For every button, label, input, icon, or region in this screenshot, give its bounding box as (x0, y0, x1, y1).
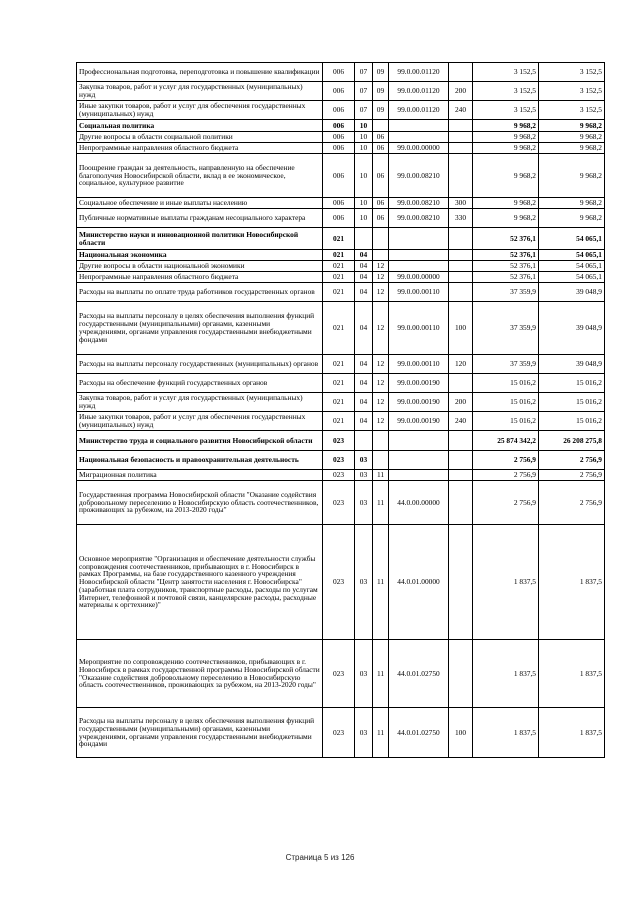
row-expense-type (449, 154, 473, 198)
row-subsection: 12 (373, 412, 389, 431)
row-amount-year-2: 1 837,5 (539, 525, 605, 640)
row-subsection: 11 (373, 481, 389, 525)
row-admin-code: 006 (323, 209, 355, 228)
row-subsection: 12 (373, 393, 389, 412)
table-row (77, 132, 605, 143)
row-target-article: 99.0.00.00110 (389, 355, 449, 374)
row-target-article (389, 470, 449, 481)
row-section: 10 (355, 143, 373, 154)
row-target-article (389, 228, 449, 250)
row-amount-year-1: 52 376,1 (473, 228, 539, 250)
row-section: 04 (355, 250, 373, 261)
row-name: Расходы на выплаты персоналу в целях обеспечения выполнения функций государственными (муниципальными) органами, казенными учреждениями, органами управления государственными внебюджетными фондами (77, 708, 323, 758)
row-name: Непрограммные направления областного бюджета (77, 272, 323, 283)
row-amount-year-2: 2 756,9 (539, 451, 605, 470)
row-amount-year-1: 1 837,5 (473, 708, 539, 758)
row-name: Расходы на выплаты персоналу в целях обеспечения выполнения функций государственными (муниципальными) органами, казенными учреждениями, органами управления государственными внебюджетными фондами (77, 302, 323, 355)
table-row (77, 302, 605, 355)
row-amount-year-2: 9 968,2 (539, 143, 605, 154)
row-target-article: 99.0.00.01120 (389, 101, 449, 120)
row-target-article (389, 431, 449, 451)
table-row (77, 101, 605, 120)
table-row (77, 63, 605, 82)
row-amount-year-2: 26 208 275,8 (539, 431, 605, 451)
row-expense-type (449, 481, 473, 525)
table-row (77, 250, 605, 261)
row-amount-year-1: 9 968,2 (473, 154, 539, 198)
row-section: 03 (355, 525, 373, 640)
row-amount-year-1: 9 968,2 (473, 198, 539, 209)
row-target-article: 99.0.00.01120 (389, 63, 449, 82)
row-admin-code: 021 (323, 272, 355, 283)
row-admin-code: 021 (323, 228, 355, 250)
row-amount-year-1: 52 376,1 (473, 250, 539, 261)
row-amount-year-1: 9 968,2 (473, 209, 539, 228)
row-name: Государственная программа Новосибирской области "Оказание содействия добровольному переселению в Новосибирскую область соотечественников, проживающих за рубежом, на 2013-2020 годы" (77, 481, 323, 525)
row-name: Расходы на выплаты персоналу государственных (муниципальных) органов (77, 355, 323, 374)
row-expense-type (449, 143, 473, 154)
row-admin-code: 021 (323, 283, 355, 302)
row-section: 04 (355, 272, 373, 283)
row-admin-code: 006 (323, 154, 355, 198)
row-section: 03 (355, 640, 373, 708)
row-name: Миграционная политика (77, 470, 323, 481)
table-row (77, 412, 605, 431)
row-subsection: 11 (373, 640, 389, 708)
row-subsection: 12 (373, 355, 389, 374)
row-subsection: 06 (373, 154, 389, 198)
row-subsection: 06 (373, 198, 389, 209)
table-row (77, 431, 605, 451)
row-amount-year-2: 9 968,2 (539, 209, 605, 228)
row-subsection: 06 (373, 132, 389, 143)
row-admin-code: 006 (323, 101, 355, 120)
row-section (355, 431, 373, 451)
row-expense-type (449, 525, 473, 640)
table-row (77, 272, 605, 283)
table-row (77, 283, 605, 302)
row-subsection: 09 (373, 63, 389, 82)
row-amount-year-2: 39 048,9 (539, 302, 605, 355)
table-row (77, 228, 605, 250)
row-admin-code: 006 (323, 198, 355, 209)
row-admin-code: 021 (323, 412, 355, 431)
row-target-article: 99.0.00.08210 (389, 209, 449, 228)
row-name: Публичные нормативные выплаты гражданам несоциального характера (77, 209, 323, 228)
row-section: 10 (355, 198, 373, 209)
table-body (77, 63, 605, 758)
row-amount-year-1: 15 016,2 (473, 393, 539, 412)
row-expense-type (449, 228, 473, 250)
row-subsection: 12 (373, 302, 389, 355)
row-section: 07 (355, 82, 373, 101)
table-row (77, 374, 605, 393)
row-expense-type (449, 63, 473, 82)
row-expense-type: 120 (449, 355, 473, 374)
row-target-article (389, 451, 449, 470)
row-target-article: 99.0.00.08210 (389, 198, 449, 209)
row-admin-code: 023 (323, 708, 355, 758)
row-amount-year-1: 37 359,9 (473, 283, 539, 302)
row-section: 04 (355, 261, 373, 272)
row-admin-code: 023 (323, 481, 355, 525)
row-amount-year-2: 54 065,1 (539, 272, 605, 283)
row-subsection: 12 (373, 374, 389, 393)
row-target-article: 99.0.00.08210 (389, 154, 449, 198)
row-name: Социальная политика (77, 120, 323, 132)
row-expense-type (449, 250, 473, 261)
row-target-article: 99.0.00.00190 (389, 393, 449, 412)
row-expense-type (449, 272, 473, 283)
row-amount-year-1: 15 016,2 (473, 374, 539, 393)
row-expense-type (449, 431, 473, 451)
row-target-article: 99.0.00.00190 (389, 374, 449, 393)
row-admin-code: 006 (323, 63, 355, 82)
row-name: Социальное обеспечение и иные выплаты населению (77, 198, 323, 209)
row-name: Непрограммные направления областного бюджета (77, 143, 323, 154)
row-admin-code: 006 (323, 82, 355, 101)
table-row (77, 261, 605, 272)
row-amount-year-2: 39 048,9 (539, 355, 605, 374)
row-target-article: 44.0.01.00000 (389, 525, 449, 640)
row-target-article (389, 261, 449, 272)
row-section (355, 228, 373, 250)
row-expense-type: 300 (449, 198, 473, 209)
table-row (77, 481, 605, 525)
row-expense-type: 100 (449, 708, 473, 758)
row-name: Другие вопросы в области социальной политики (77, 132, 323, 143)
row-admin-code: 006 (323, 132, 355, 143)
row-subsection: 06 (373, 143, 389, 154)
row-admin-code: 023 (323, 640, 355, 708)
row-admin-code: 021 (323, 250, 355, 261)
row-target-article: 44.0.00.00000 (389, 481, 449, 525)
row-expense-type (449, 120, 473, 132)
row-subsection (373, 120, 389, 132)
row-subsection: 11 (373, 525, 389, 640)
table-row (77, 82, 605, 101)
row-amount-year-2: 9 968,2 (539, 198, 605, 209)
row-section: 07 (355, 101, 373, 120)
row-target-article: 99.0.00.00110 (389, 302, 449, 355)
row-subsection: 12 (373, 272, 389, 283)
row-section: 10 (355, 154, 373, 198)
row-amount-year-1: 37 359,9 (473, 302, 539, 355)
row-section: 04 (355, 393, 373, 412)
row-name: Иные закупки товаров, работ и услуг для обеспечения государственных (муниципальных) нужд (77, 101, 323, 120)
row-amount-year-2: 9 968,2 (539, 154, 605, 198)
row-admin-code: 006 (323, 143, 355, 154)
row-target-article: 99.0.00.00000 (389, 272, 449, 283)
row-amount-year-2: 3 152,5 (539, 101, 605, 120)
row-amount-year-2: 2 756,9 (539, 481, 605, 525)
table-row (77, 355, 605, 374)
row-section: 03 (355, 708, 373, 758)
row-amount-year-1: 25 874 342,2 (473, 431, 539, 451)
row-amount-year-2: 9 968,2 (539, 120, 605, 132)
table-row (77, 120, 605, 132)
row-section: 10 (355, 209, 373, 228)
row-expense-type: 200 (449, 82, 473, 101)
row-subsection: 06 (373, 209, 389, 228)
table-row (77, 154, 605, 198)
row-expense-type: 100 (449, 302, 473, 355)
row-subsection: 12 (373, 261, 389, 272)
row-target-article: 99.0.00.00000 (389, 143, 449, 154)
row-admin-code: 023 (323, 470, 355, 481)
table-row (77, 708, 605, 758)
row-section: 10 (355, 120, 373, 132)
row-amount-year-1: 3 152,5 (473, 101, 539, 120)
row-name: Мероприятие по сопровождению соотечественников, прибывающих в г. Новосибирск в рамках государственной программы Новосибирской области "Оказание содействия добровольному переселению в Новосибирскую область соотечественников, проживающих за рубежом, на 2013-2020 годы" (77, 640, 323, 708)
row-name: Министерство труда и социального развития Новосибирской области (77, 431, 323, 451)
row-name: Закупка товаров, работ и услуг для государственных (муниципальных) нужд (77, 393, 323, 412)
row-section: 07 (355, 63, 373, 82)
row-section: 10 (355, 132, 373, 143)
table-row (77, 451, 605, 470)
row-expense-type (449, 283, 473, 302)
row-subsection: 11 (373, 470, 389, 481)
row-amount-year-2: 9 968,2 (539, 132, 605, 143)
row-target-article (389, 132, 449, 143)
row-amount-year-1: 15 016,2 (473, 412, 539, 431)
row-expense-type (449, 470, 473, 481)
row-amount-year-1: 9 968,2 (473, 120, 539, 132)
row-expense-type: 240 (449, 101, 473, 120)
row-amount-year-2: 54 065,1 (539, 250, 605, 261)
row-amount-year-2: 54 065,1 (539, 228, 605, 250)
row-expense-type: 240 (449, 412, 473, 431)
row-subsection: 11 (373, 708, 389, 758)
row-target-article: 99.0.00.00190 (389, 412, 449, 431)
budget-table (76, 62, 605, 758)
row-name: Другие вопросы в области национальной экономики (77, 261, 323, 272)
row-admin-code: 023 (323, 525, 355, 640)
row-expense-type (449, 374, 473, 393)
row-subsection: 09 (373, 101, 389, 120)
row-target-article: 44.0.01.02750 (389, 640, 449, 708)
row-expense-type: 200 (449, 393, 473, 412)
row-target-article (389, 250, 449, 261)
row-expense-type (449, 261, 473, 272)
row-expense-type: 330 (449, 209, 473, 228)
row-subsection (373, 451, 389, 470)
row-amount-year-1: 2 756,9 (473, 481, 539, 525)
row-amount-year-1: 52 376,1 (473, 272, 539, 283)
row-amount-year-2: 2 756,9 (539, 470, 605, 481)
table-row (77, 525, 605, 640)
row-name: Расходы на выплаты по оплате труда работников государственных органов (77, 283, 323, 302)
row-section: 04 (355, 374, 373, 393)
table-row (77, 143, 605, 154)
row-section: 03 (355, 451, 373, 470)
row-name: Закупка товаров, работ и услуг для государственных (муниципальных) нужд (77, 82, 323, 101)
row-name: Иные закупки товаров, работ и услуг для обеспечения государственных (муниципальных) нужд (77, 412, 323, 431)
row-section: 03 (355, 481, 373, 525)
row-admin-code: 021 (323, 355, 355, 374)
row-name: Национальная безопасность и правоохранительная деятельность (77, 451, 323, 470)
row-admin-code: 023 (323, 451, 355, 470)
row-amount-year-1: 1 837,5 (473, 640, 539, 708)
row-admin-code: 023 (323, 431, 355, 451)
row-name: Основное мероприятие "Организация и обеспечение деятельности службы сопровождения соотечественников, прибывающих в г. Новосибирск в рамках Программы, на базе государственного казенного учреждения Новосибирской области "Центр занятости населения г. Новосибирска" (заработная плата сотрудников, транспортные расходы, расходы по услугам Интернет, телефонной и почтовой связи, канцелярские расходы, расходные материалы к оргтехнике)" (77, 525, 323, 640)
row-section: 04 (355, 412, 373, 431)
row-amount-year-1: 3 152,5 (473, 82, 539, 101)
row-amount-year-1: 2 756,9 (473, 451, 539, 470)
table-row (77, 198, 605, 209)
row-amount-year-2: 39 048,9 (539, 283, 605, 302)
row-target-article: 99.0.00.00110 (389, 283, 449, 302)
row-admin-code: 021 (323, 261, 355, 272)
row-amount-year-1: 1 837,5 (473, 525, 539, 640)
row-amount-year-1: 9 968,2 (473, 132, 539, 143)
row-section: 03 (355, 470, 373, 481)
row-section: 04 (355, 283, 373, 302)
row-amount-year-2: 1 837,5 (539, 708, 605, 758)
row-amount-year-2: 15 016,2 (539, 374, 605, 393)
row-amount-year-2: 15 016,2 (539, 412, 605, 431)
row-amount-year-2: 3 152,5 (539, 63, 605, 82)
row-expense-type (449, 640, 473, 708)
row-admin-code: 021 (323, 393, 355, 412)
row-subsection (373, 431, 389, 451)
row-admin-code: 021 (323, 374, 355, 393)
table-row (77, 640, 605, 708)
row-name: Национальная экономика (77, 250, 323, 261)
table-row (77, 393, 605, 412)
row-amount-year-1: 52 376,1 (473, 261, 539, 272)
row-amount-year-1: 3 152,5 (473, 63, 539, 82)
row-name: Профессиональная подготовка, переподготовка и повышение квалификации (77, 63, 323, 82)
row-section: 04 (355, 355, 373, 374)
row-admin-code: 021 (323, 302, 355, 355)
row-expense-type (449, 451, 473, 470)
row-target-article: 44.0.01.02750 (389, 708, 449, 758)
table-row (77, 470, 605, 481)
page-footer: Страница 5 из 126 (285, 853, 355, 862)
row-amount-year-2: 54 065,1 (539, 261, 605, 272)
row-subsection: 09 (373, 82, 389, 101)
row-section: 04 (355, 302, 373, 355)
row-admin-code: 006 (323, 120, 355, 132)
table-row (77, 209, 605, 228)
row-amount-year-2: 3 152,5 (539, 82, 605, 101)
row-amount-year-2: 15 016,2 (539, 393, 605, 412)
row-name: Расходы на обеспечение функций государственных органов (77, 374, 323, 393)
row-subsection (373, 228, 389, 250)
row-amount-year-1: 9 968,2 (473, 143, 539, 154)
row-amount-year-2: 1 837,5 (539, 640, 605, 708)
row-expense-type (449, 132, 473, 143)
row-subsection (373, 250, 389, 261)
row-amount-year-1: 2 756,9 (473, 470, 539, 481)
row-name: Поощрение граждан за деятельность, направленную на обеспечение благополучия Новосибирской области, вклад в ее экономическое, социальное, культурное развитие (77, 154, 323, 198)
row-amount-year-1: 37 359,9 (473, 355, 539, 374)
row-target-article: 99.0.00.01120 (389, 82, 449, 101)
row-target-article (389, 120, 449, 132)
row-subsection: 12 (373, 283, 389, 302)
row-name: Министерство науки и инновационной политики Новосибирской области (77, 228, 323, 250)
